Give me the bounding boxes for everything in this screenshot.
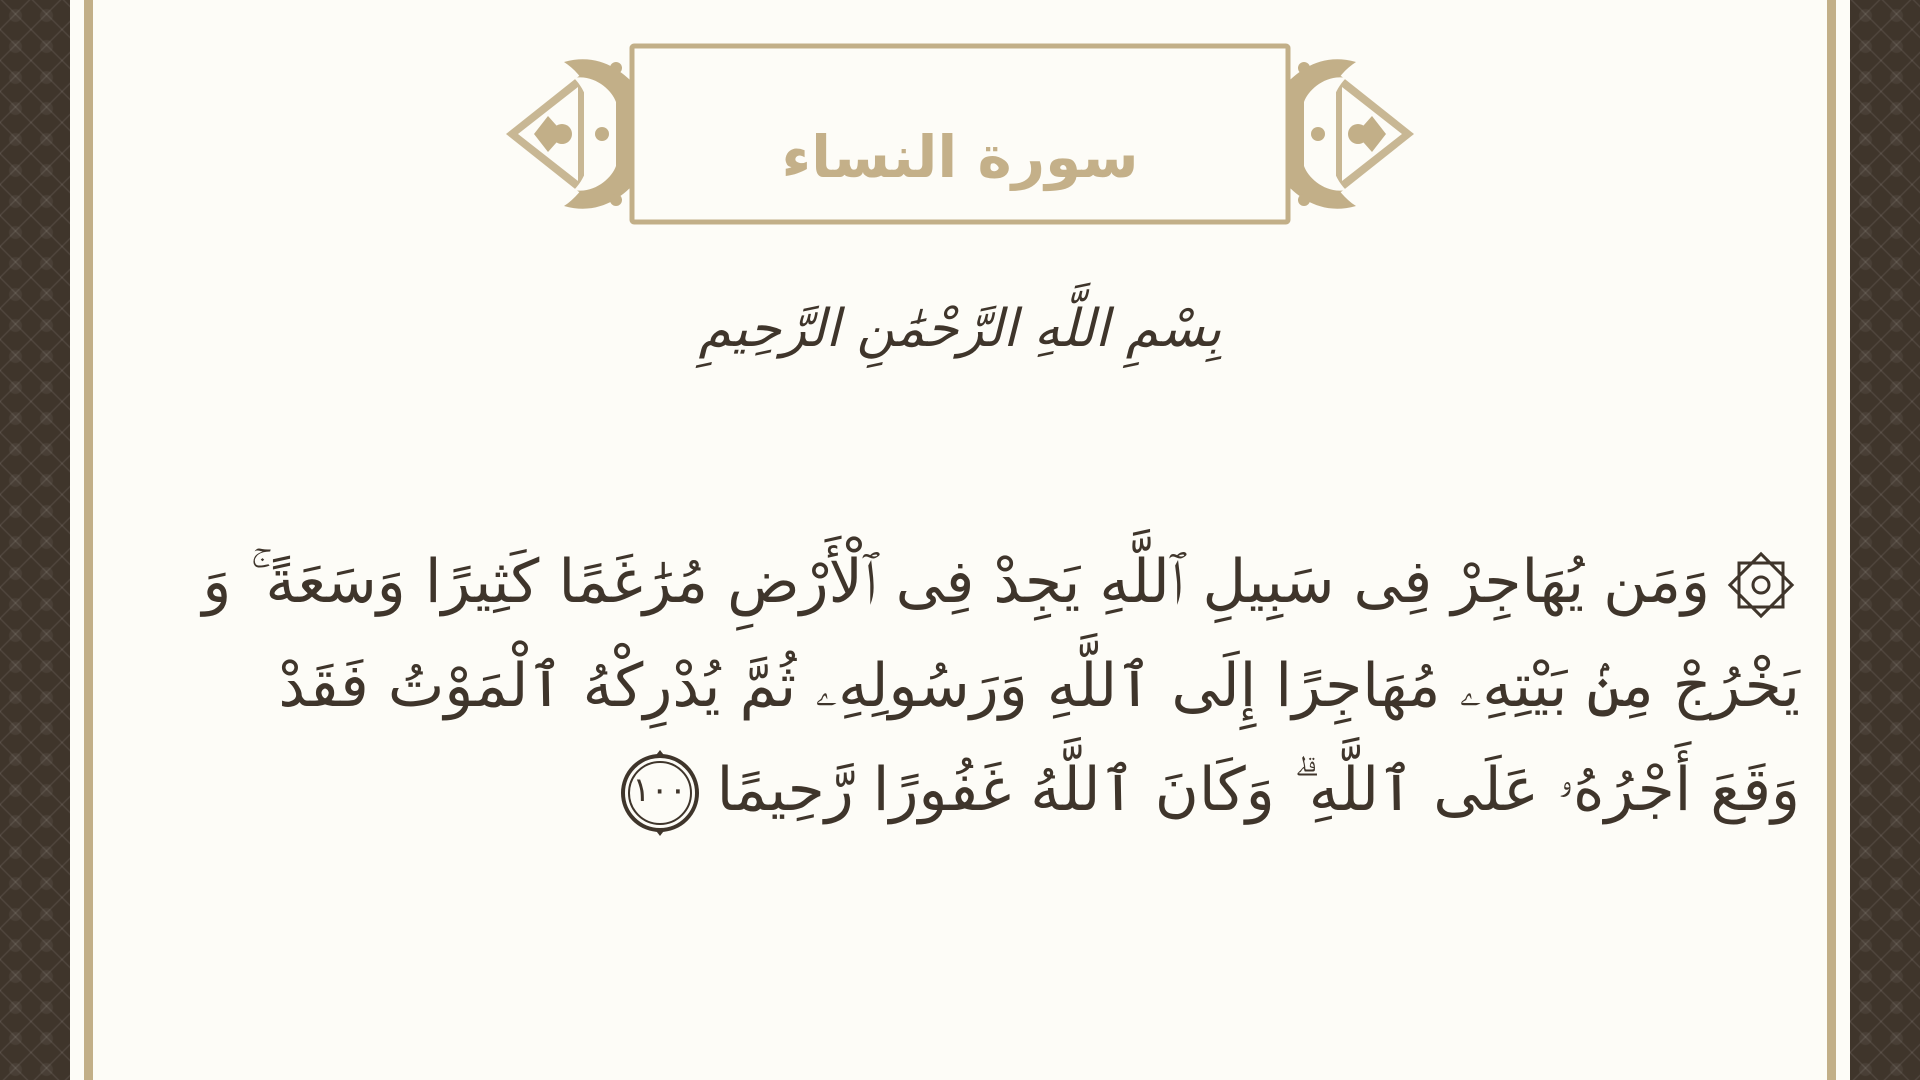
basmala: بِسْمِ اللَّهِ الرَّحْمَٰنِ الرَّحِيمِ	[698, 299, 1222, 359]
right-gold-rule	[1827, 0, 1836, 1080]
verse-line-1	[0, 530, 1800, 634]
right-border-pattern	[1850, 0, 1920, 1080]
verse-line-2	[0, 634, 1800, 738]
surah-title-frame	[504, 42, 1416, 226]
verse-line-2-text: يَخْرُجْ مِنۢ بَيْتِهِۦ مُهَاجِرًا إِلَى ٱللَّهِ وَرَسُولِهِۦ ثُمَّ يُدْرِكْهُ ٱلْمَوْتُ فَقَدْ	[278, 651, 1800, 721]
surah-title: سورة النساء	[781, 123, 1139, 191]
ayah-number: ١٠٠	[632, 770, 687, 811]
rub-el-hizb-icon	[1722, 546, 1800, 624]
verse-line-1-text: وَمَن يُهَاجِرْ فِى سَبِيلِ ٱللَّهِ يَجِدْ فِى ٱلْأَرْضِ مُرَٰغَمًا كَثِيرًا وَسَعَةً ۚ وَ	[202, 547, 1710, 617]
ayah-end-marker	[617, 750, 703, 836]
verse-text	[0, 530, 1800, 842]
verse-line-3	[0, 738, 1800, 842]
verse-line-3-text: وَقَعَ أَجْرُهُۥ عَلَى ٱللَّهِ ۗ وَكَانَ ٱللَّهُ غَفُورًا رَّحِيمًا	[716, 755, 1800, 825]
